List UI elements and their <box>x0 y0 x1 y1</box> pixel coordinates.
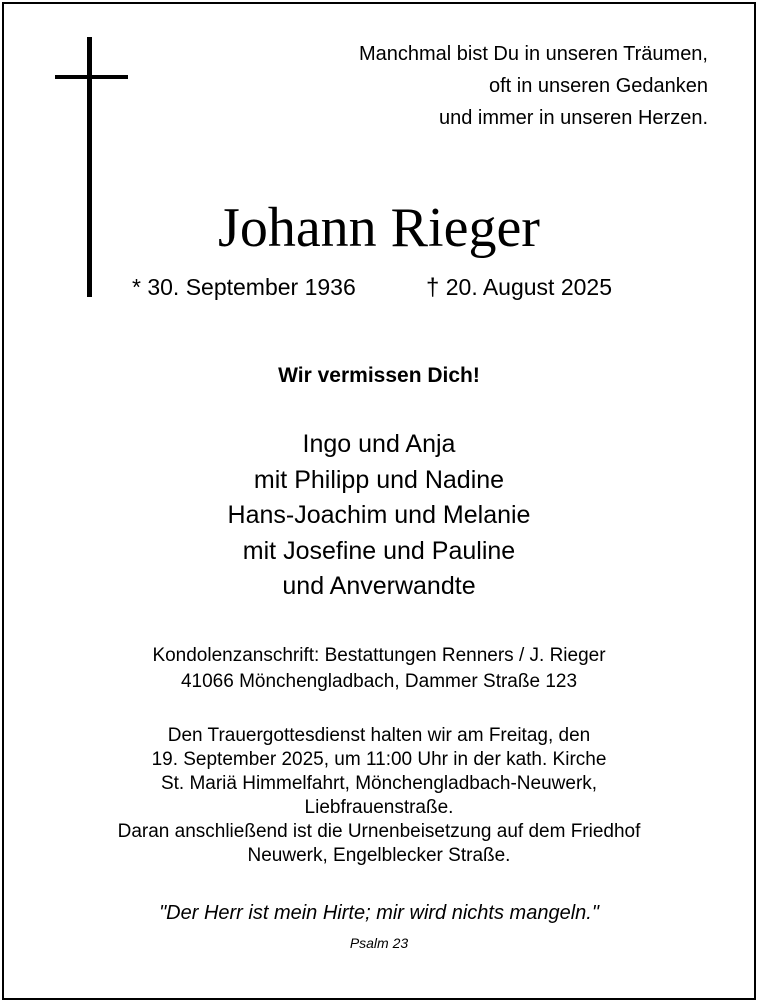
family-line: mit Josefine und Pauline <box>242 536 516 565</box>
service-line: St. Mariä Himmelfahrt, Mönchengladbach-Neuwerk, <box>160 773 598 794</box>
service-line: Liebfrauenstraße. <box>304 797 454 818</box>
service-line: Daran anschließend ist die Urnenbeisetzung auf dem Friedhof <box>117 821 641 842</box>
service-line: 19. September 2025, um 11:00 Uhr in der kath. Kirche <box>151 749 607 770</box>
death-cross-icon: † <box>426 274 440 301</box>
motto-line: Manchmal bist Du in unseren Träumen, <box>358 43 708 65</box>
deceased-name: Johann Rieger <box>218 197 540 259</box>
family-line: und Anverwandte <box>282 572 476 600</box>
condolence-line: 41066 Mönchengladbach, Dammer Straße 123 <box>180 671 578 692</box>
motto-line: und immer in unseren Herzen. <box>438 107 708 129</box>
bible-quote: "Der Herr ist mein Hirte; mir wird nichts mangeln." <box>159 902 599 924</box>
family-line: Ingo und Anja <box>302 430 456 458</box>
condolence-address <box>0 643 758 695</box>
motto-line: oft in unseren Gedanken <box>488 75 708 97</box>
death-date: 20. August 2025 <box>445 274 613 300</box>
cross-horizontal-bar <box>55 75 128 79</box>
condolence-line: Kondolenzanschrift: Bestattungen Renners / J. Rieger <box>152 645 606 666</box>
service-line: Den Trauergottesdienst halten wir am Freitag, den <box>167 725 591 746</box>
funeral-service-info <box>0 724 758 868</box>
death-date-group <box>426 272 612 303</box>
birth-date: * 30. September 1936 <box>132 274 356 300</box>
motto-verse <box>248 38 708 134</box>
miss-you-heading: Wir vermissen Dich! <box>278 364 480 387</box>
quote-source: Psalm 23 <box>349 935 409 951</box>
family-line: Hans-Joachim und Melanie <box>227 501 531 529</box>
service-line: Neuwerk, Engelblecker Straße. <box>247 845 511 866</box>
family-line: mit Philipp und Nadine <box>253 465 505 494</box>
family-list <box>0 427 758 605</box>
